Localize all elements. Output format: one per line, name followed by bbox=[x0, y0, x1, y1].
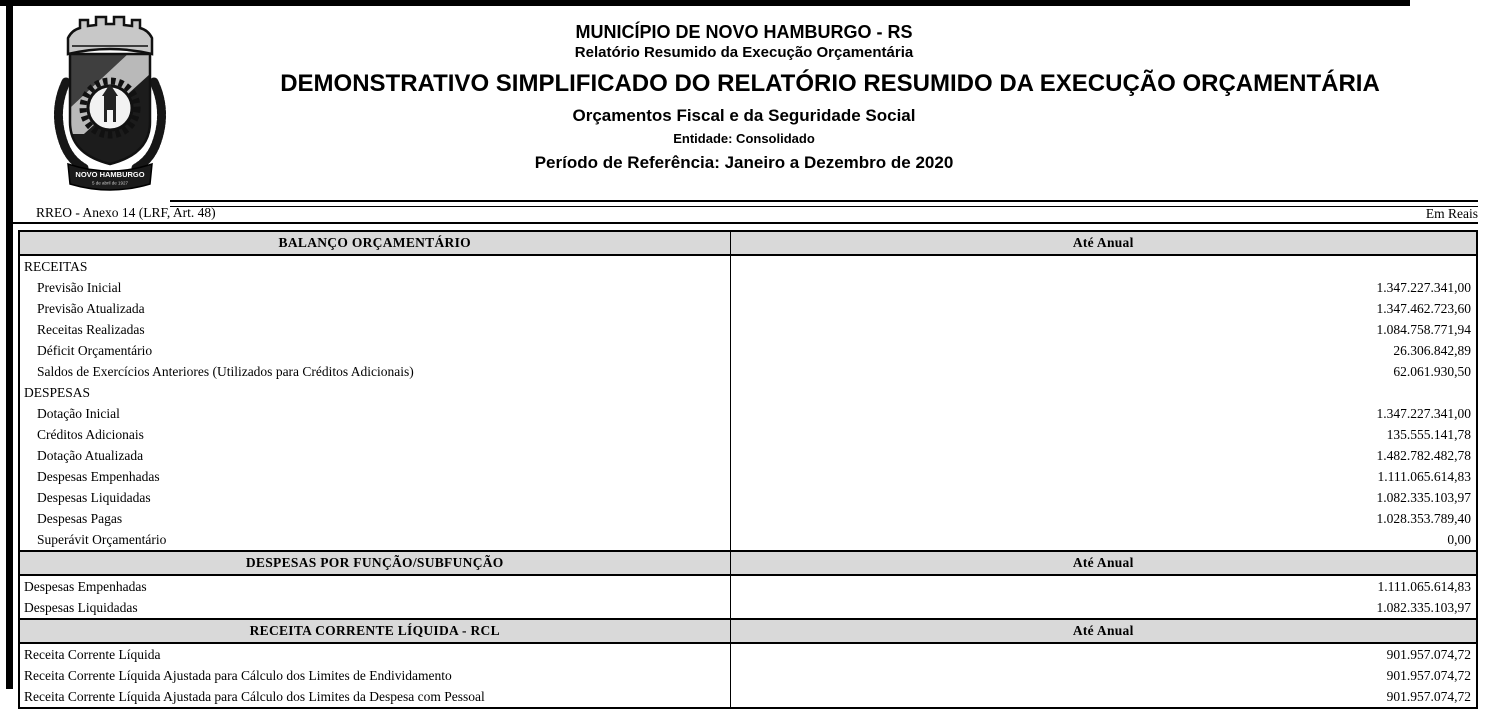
section-title: RECEITA CORRENTE LÍQUIDA - RCL bbox=[19, 619, 730, 643]
table-row bbox=[19, 487, 1477, 508]
row-label: RECEITAS bbox=[19, 255, 730, 277]
section-value-header: Até Anual bbox=[730, 619, 1477, 643]
row-label: Dotação Inicial bbox=[19, 403, 730, 424]
row-value: 1.347.462.723,60 bbox=[730, 298, 1477, 319]
row-value: 1.082.335.103,97 bbox=[730, 487, 1477, 508]
row-value: 1.082.335.103,97 bbox=[730, 597, 1477, 619]
logo-banner-text: NOVO HAMBURGO bbox=[75, 170, 145, 179]
row-value: 1.482.782.482,78 bbox=[730, 445, 1477, 466]
municipality-name: MUNICÍPIO DE NOVO HAMBURGO - RS bbox=[575, 22, 913, 42]
table-row bbox=[19, 424, 1477, 445]
report-entity: Entidade: Consolidado bbox=[673, 131, 815, 146]
row-value: 135.555.141,78 bbox=[730, 424, 1477, 445]
table-row bbox=[19, 466, 1477, 487]
row-label: DESPESAS bbox=[19, 382, 730, 403]
row-label: Dotação Atualizada bbox=[19, 445, 730, 466]
report-period: Período de Referência: Janeiro a Dezembro de 2020 bbox=[534, 153, 954, 172]
row-label: Despesas Empenhadas bbox=[19, 575, 730, 597]
row-label: Previsão Inicial bbox=[19, 277, 730, 298]
row-label: Previsão Atualizada bbox=[19, 298, 730, 319]
table-row bbox=[19, 298, 1477, 319]
row-label: Despesas Liquidadas bbox=[19, 487, 730, 508]
page-border-left bbox=[6, 0, 13, 689]
row-label: Receita Corrente Líquida bbox=[19, 643, 730, 665]
section-header-row bbox=[19, 551, 1477, 575]
row-label: Créditos Adicionais bbox=[19, 424, 730, 445]
row-value: 1.084.758.771,94 bbox=[730, 319, 1477, 340]
table-row bbox=[19, 575, 1477, 597]
row-value: 901.957.074,72 bbox=[730, 665, 1477, 686]
table-row bbox=[19, 403, 1477, 424]
section-value-header: Até Anual bbox=[730, 231, 1477, 255]
table-row bbox=[19, 597, 1477, 619]
row-value: 26.306.842,89 bbox=[730, 340, 1477, 361]
row-label: Déficit Orçamentário bbox=[19, 340, 730, 361]
row-label: Receita Corrente Líquida Ajustada para Cálculo dos Limites de Endividamento bbox=[19, 665, 730, 686]
table-row bbox=[19, 382, 1477, 403]
report-name: Relatório Resumido da Execução Orçamentária bbox=[574, 44, 914, 61]
report-table-body bbox=[19, 231, 1477, 708]
table-row bbox=[19, 277, 1477, 298]
table-row bbox=[19, 643, 1477, 665]
row-value bbox=[730, 255, 1477, 277]
single-rule bbox=[13, 222, 1478, 224]
table-row bbox=[19, 529, 1477, 551]
table-row bbox=[19, 340, 1477, 361]
row-value: 901.957.074,72 bbox=[730, 686, 1477, 708]
row-value bbox=[730, 382, 1477, 403]
report-title: DEMONSTRATIVO SIMPLIFICADO DO RELATÓRIO RESUMIDO DA EXECUÇÃO ORÇAMENTÁRIA bbox=[280, 70, 1380, 97]
report-table bbox=[18, 230, 1478, 709]
row-value: 1.111.065.614,83 bbox=[730, 466, 1477, 487]
row-value: 0,00 bbox=[730, 529, 1477, 551]
table-row bbox=[19, 686, 1477, 708]
row-value: 901.957.074,72 bbox=[730, 643, 1477, 665]
report-scope: Orçamentos Fiscal e da Seguridade Social bbox=[572, 106, 916, 125]
row-value: 1.111.065.614,83 bbox=[730, 575, 1477, 597]
row-label: Despesas Liquidadas bbox=[19, 597, 730, 619]
logo-banner-subtext: 5 de abril de 1927 bbox=[91, 180, 129, 186]
page-border-top bbox=[0, 0, 1410, 6]
section-title: DESPESAS POR FUNÇÃO/SUBFUNÇÃO bbox=[19, 551, 730, 575]
row-label: Saldos de Exercícios Anteriores (Utilizados para Créditos Adicionais) bbox=[19, 361, 730, 382]
table-row bbox=[19, 319, 1477, 340]
section-header-row bbox=[19, 619, 1477, 643]
annex-label: RREO - Anexo 14 (LRF, Art. 48) bbox=[36, 205, 216, 220]
row-label: Receitas Realizadas bbox=[19, 319, 730, 340]
table-row bbox=[19, 361, 1477, 382]
table-row bbox=[19, 445, 1477, 466]
section-title: BALANÇO ORÇAMENTÁRIO bbox=[19, 231, 730, 255]
row-label: Superávit Orçamentário bbox=[19, 529, 730, 551]
section-header-row bbox=[19, 231, 1477, 255]
row-value: 1.028.353.789,40 bbox=[730, 508, 1477, 529]
row-label: Despesas Empenhadas bbox=[19, 466, 730, 487]
double-rule bbox=[170, 200, 1478, 207]
row-value: 62.061.930,50 bbox=[730, 361, 1477, 382]
table-row bbox=[19, 508, 1477, 529]
table-row bbox=[19, 255, 1477, 277]
section-value-header: Até Anual bbox=[730, 551, 1477, 575]
row-label: Despesas Pagas bbox=[19, 508, 730, 529]
row-label: Receita Corrente Líquida Ajustada para Cálculo dos Limites da Despesa com Pessoal bbox=[19, 686, 730, 708]
row-value: 1.347.227.341,00 bbox=[730, 403, 1477, 424]
table-row bbox=[19, 665, 1477, 686]
currency-label: Em Reais bbox=[1425, 206, 1478, 221]
row-value: 1.347.227.341,00 bbox=[730, 277, 1477, 298]
